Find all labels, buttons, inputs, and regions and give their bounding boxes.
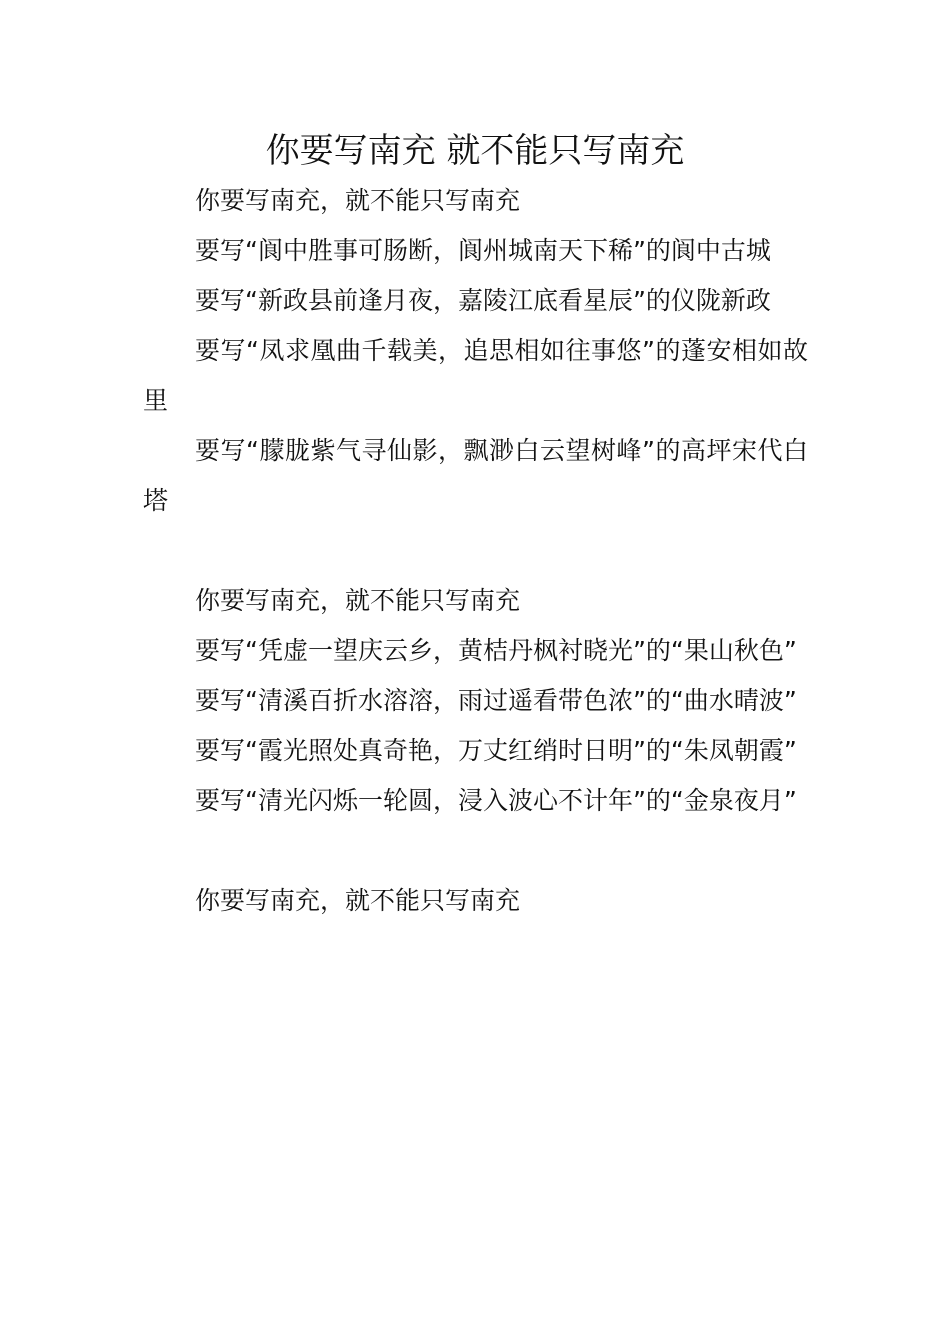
paragraph: 你要写南充，就不能只写南充	[195, 586, 521, 615]
paragraph: 要写“朦胧紫气寻仙影，飘渺白云望树峰”的高坪宋代白塔	[143, 436, 808, 515]
paragraph: 要写“霞光照处真奇艳，万丈红绡时日明”的“朱凤朝霞”	[195, 736, 797, 765]
paragraph: 要写“凭虚一望庆云乡，黄桔丹枫衬晓光”的“果山秋色”	[195, 636, 797, 665]
blank-line	[143, 526, 808, 576]
page-title: 你要写南充 就不能只写南充	[265, 131, 685, 171]
paragraph: 要写“凤求凰曲千载美，追思相如往事悠”的蓬安相如故里	[143, 336, 808, 415]
paragraph: 你要写南充，就不能只写南充	[195, 186, 521, 215]
paragraph: 要写“阆中胜事可肠断，阆州城南天下稀”的阆中古城	[195, 236, 771, 265]
paragraph: 你要写南充，就不能只写南充	[195, 886, 521, 915]
paragraph: 要写“清光闪烁一轮圆，浸入波心不计年”的“金泉夜月”	[195, 786, 797, 815]
document-body	[143, 176, 808, 926]
blank-line	[143, 826, 808, 876]
paragraph: 要写“清溪百折水溶溶，雨过遥看带色浓”的“曲水晴波”	[195, 686, 797, 715]
paragraph: 要写“新政县前逢月夜，嘉陵江底看星辰”的仪陇新政	[195, 286, 771, 315]
